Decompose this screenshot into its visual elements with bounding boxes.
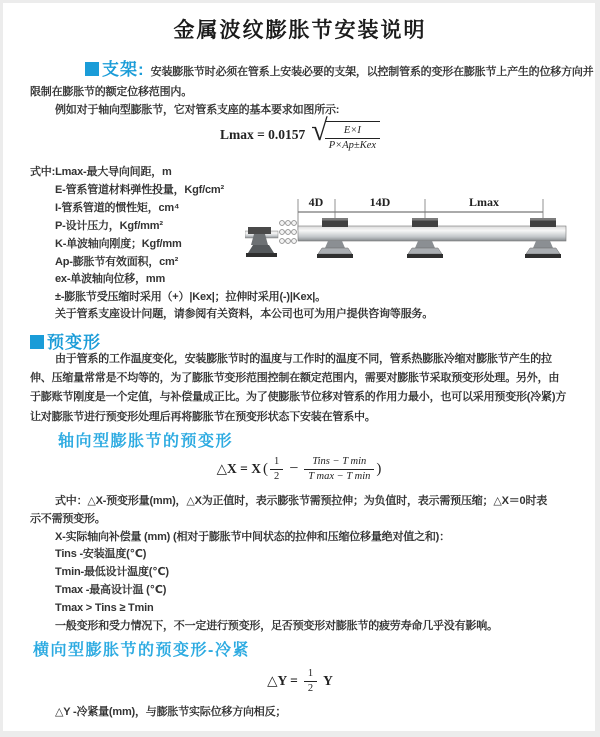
axial-predeform-formula <box>0 451 600 487</box>
bellows-icon <box>280 221 297 244</box>
axial-line: 示不需预变形。 <box>30 512 106 525</box>
formula3-lhs: △Y = <box>267 673 298 688</box>
formula2-frac2-num: Tins − T min <box>304 455 374 469</box>
dim-label-14d: 14D <box>369 195 391 209</box>
paragraph-line: 由于管系的工作温度变化，安装膨胀节时的温度与工作时的温度不同，管系热膨胀冷缩对膨胀节产生的拉 <box>55 353 552 365</box>
paragraph-line: 伸、压缩量常常是不均等的，为了膨胀节变形范围控制在额定范围内，需要对膨胀节采取预变形处理。另外，由 <box>30 372 560 385</box>
axial-line: Tmin-最低设计温度(℃) <box>55 566 169 579</box>
axial-definitions-list <box>30 493 547 635</box>
paragraph-line: 于膨账节刚度是一个定值，与补偿量成正比。为了使膨胀节位移对管系的作用力最小，也可以采用预变形(冷紧)方 <box>30 391 567 404</box>
lateral-note: △Y -冷紧量(mm)，与膨胀节实际位移方向相反； <box>55 706 287 718</box>
formula3-num: 1 <box>304 667 317 681</box>
lateral-predeform-heading: 横向型膨胀节的预变形-冷紧 <box>33 642 250 659</box>
formula2-frac2-den: T max − T min <box>308 470 371 482</box>
support-intro-line1: 安装膨胀节时必须在管系上安装必要的支架，以控制管系的变形在膨胀节上产生的位移方向并 <box>150 66 594 78</box>
support-intro-line2: 限制在膨胀节的额定位移范围内。 <box>30 86 192 98</box>
definition-item: ±-膨胀节受压缩时采用（+）|Kex|；拉伸时采用(-)|Kex|。 <box>55 291 326 304</box>
page-title: 金属波纹膨胀节安装说明 <box>173 19 427 42</box>
formula1-numerator: E×I <box>325 124 380 138</box>
axial-line: 一般变形和受力情况下，不一定进行预变形，足否预变形对膨胀节的疲劳寿命几乎没有影响。 <box>55 619 498 632</box>
formula2-frac1-num: 1 <box>270 455 283 469</box>
definition-item: K-单波轴向刚度；Kgf/mm <box>55 237 182 250</box>
sqrt-radical <box>311 114 380 151</box>
radical-sign: √ <box>311 114 328 148</box>
formula3-rhs: Y <box>323 673 333 688</box>
axial-predeform-heading: 轴向型膨胀节的预变形 <box>58 433 234 450</box>
definition-item: P-设计压力，Kgf/mm² <box>55 219 163 232</box>
section-bullet-icon <box>30 335 44 349</box>
axial-line: X-实际轴向补偿量 (mm) (相对于膨胀节中间状态的拉伸和压缩位移量绝对值之和)： <box>55 530 450 543</box>
support-example-line: 例如对于轴向型膨胀节，它对管系支座的基本要求如图所示: <box>55 104 340 116</box>
close-paren: ) <box>376 460 382 477</box>
pipe <box>298 226 566 241</box>
definition-item: E-管系管道材料弹性投量，Kgf/cm² <box>55 183 224 196</box>
predeform-paragraph <box>30 350 566 427</box>
lateral-predeform-formula <box>0 664 600 698</box>
support-section-header-line <box>30 55 593 80</box>
axial-line: Tins -安装温度(℃) <box>55 548 147 561</box>
definition-item: 式中:Lmax-最大导向间距，m <box>30 166 172 178</box>
paragraph-line: 让对膨胀节进行预变形处理后再将膨胀节在预变形状态下安装在管系中。 <box>30 410 376 423</box>
pipe-support-diagram <box>245 190 585 270</box>
axial-line: Tmax > Tins ≥ Tmin <box>55 601 154 614</box>
dim-label-4d: 4D <box>308 195 324 209</box>
service-note: 关于管系支座设计问题，请参阅有关资料，本公司也可为用户提供咨询等服务。 <box>55 308 433 320</box>
formula1-lhs: Lmax = 0.0157 <box>219 127 306 142</box>
open-paren: ( <box>262 460 268 477</box>
axial-line: Tmax -最高设计温 (℃) <box>55 583 167 596</box>
formula3-den: 2 <box>307 682 314 694</box>
guide-spacing-formula <box>0 116 600 154</box>
minus-sign: − <box>289 460 299 477</box>
definition-item: Ap-膨胀节有效面积，cm² <box>55 255 179 268</box>
definition-item: ex-单波轴向位移，mm <box>55 273 166 286</box>
section-bullet-icon <box>85 62 99 76</box>
formula2-lhs: △X = X <box>216 461 261 476</box>
definition-item: I-管系管道的惯性矩，cm⁴ <box>55 201 180 214</box>
formula2-frac1-den: 2 <box>273 470 280 482</box>
axial-line: 式中：△X-预变形量(mm)，△X为正值时，表示膨张节需预拉伸；为负值时，表示需预压缩；△X＝0时表 <box>55 495 548 507</box>
support-section-title: 支架: <box>102 60 145 79</box>
fixed-anchor <box>245 227 278 257</box>
dim-label-lmax: Lmax <box>469 195 499 209</box>
formula1-denominator: P×Ap±Kex <box>328 139 377 151</box>
predeform-section-title: 预变形 <box>47 333 101 352</box>
